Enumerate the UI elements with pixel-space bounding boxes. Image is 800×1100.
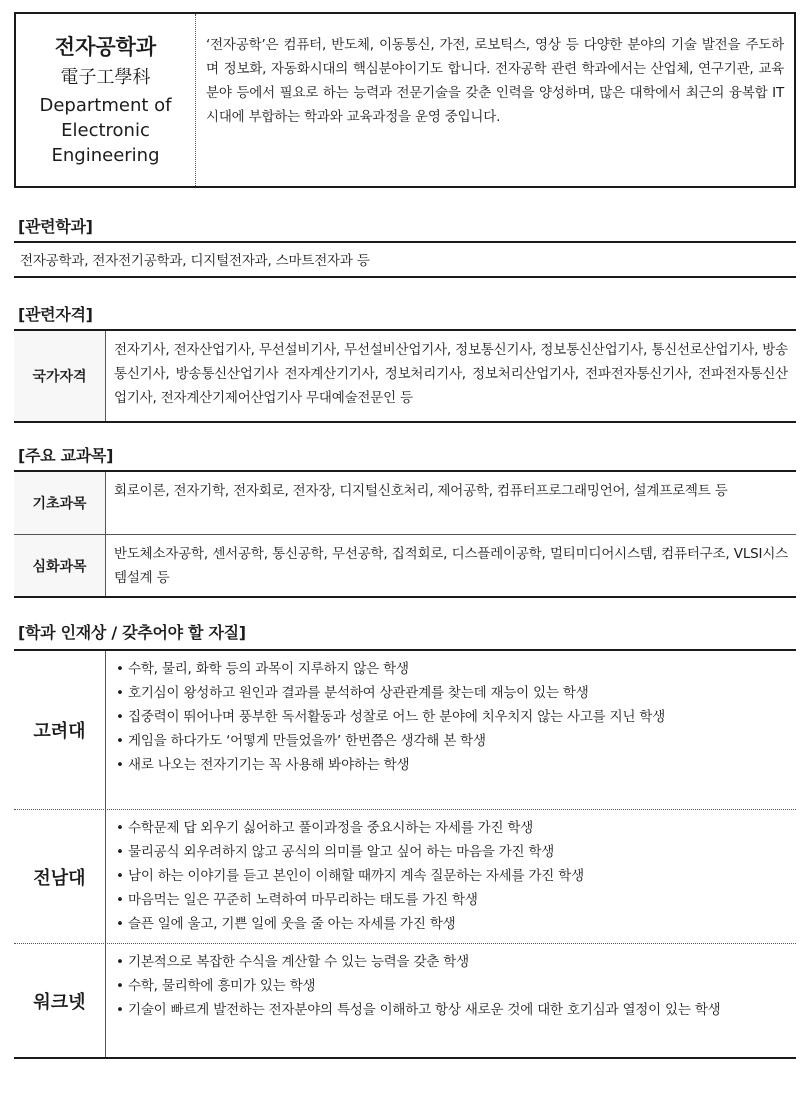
courses-table [14, 470, 796, 598]
table-row [14, 809, 796, 943]
row-body-worknet [106, 944, 796, 1057]
list-item: • 기술이 빠르게 발전하는 전자분야의 특성을 이해하고 항상 새로운 것에 대한 호기심과 열정이 있는 학생 [114, 998, 788, 1022]
table-row [14, 472, 796, 534]
table-row [14, 534, 796, 596]
department-header [14, 12, 796, 188]
list-item: • 물리공식 외우려하지 않고 공식의 의미를 알고 싶어 하는 마음을 가진 학생 [114, 840, 788, 864]
related-depts-text: 전자공학과, 전자전기공학과, 디지털전자과, 스마트전자과 등 [14, 241, 796, 278]
list-item: • 마음먹는 일은 꾸준히 노력하여 마무리하는 태도를 가진 학생 [114, 888, 788, 912]
table-row [14, 651, 796, 809]
table-row [14, 943, 796, 1057]
list-item: • 수학, 물리학에 흥미가 있는 학생 [114, 974, 788, 998]
row-body-basic-courses: 회로이론, 전자기학, 전자회로, 전자장, 디지털신호처리, 제어공학, 컴퓨터프로그래밍언어, 설계프로젝트 등 [114, 483, 728, 499]
list-item: • 새로 나오는 전자기기는 꼭 사용해 봐야하는 학생 [114, 753, 788, 777]
document-page [14, 12, 796, 1059]
list-item: • 기본적으로 복잡한 수식을 계산할 수 있는 능력을 갖춘 학생 [114, 950, 788, 974]
bullet-list [114, 816, 788, 936]
list-item: • 집중력이 뛰어나며 풍부한 독서활동과 성찰로 어느 한 분야에 치우치지 않는 사고를 지닌 학생 [114, 705, 788, 729]
certificates-table [14, 329, 796, 423]
row-header-worknet: 워크넷 [14, 944, 106, 1057]
section-title-talent: [학과 인재상 / 갖추어야 할 자질] [18, 623, 246, 642]
list-item: • 수학문제 답 외우기 싫어하고 풀이과정을 중요시하는 자세를 가진 학생 [114, 816, 788, 840]
department-name-english-line-2: Electronic [61, 119, 150, 141]
row-header-national-cert: 국가자격 [14, 331, 106, 421]
row-body-korea-univ [106, 651, 796, 809]
table-row [14, 331, 796, 421]
section-title-related-depts: [관련학과] [18, 217, 93, 236]
list-item: • 슬픈 일에 울고, 기쁜 일에 웃을 줄 아는 자세를 가진 학생 [114, 912, 788, 936]
list-item: • 호기심이 왕성하고 원인과 결과를 분석하여 상관관계를 찾는데 재능이 있는 학생 [114, 681, 788, 705]
row-header-chonnam-univ: 전남대 [14, 810, 106, 943]
row-body-advanced-courses: 반도체소자공학, 센서공학, 통신공학, 무선공학, 집적회로, 디스플레이공학, 멀티미디어시스템, 컴퓨터구조, VLSI시스템설계 등 [114, 546, 788, 586]
talent-table [14, 649, 796, 1059]
row-header-advanced-courses: 심화과목 [14, 535, 106, 596]
list-item: • 수학, 물리, 화학 등의 과목이 지루하지 않은 학생 [114, 657, 788, 681]
section-title-courses: [주요 교과목] [18, 446, 114, 465]
row-header-korea-univ: 고려대 [14, 651, 106, 809]
department-name-block [16, 14, 196, 186]
bullet-list [114, 657, 788, 777]
row-body-national-cert: 전자기사, 전자산업기사, 무선설비기사, 무선설비산업기사, 정보통신기사, 정보통신산업기사, 통신선로산업기사, 방송통신기사, 방송통신산업기사 전자계산기기사, 정보처리기사, 정보처리산업기사, 전파전자통신기사, 전파전자통신산업기사, 전자계산기제어산업기사 무대예술전문인 등 [114, 342, 788, 406]
department-name-english-line-3: Engineering [51, 144, 160, 166]
list-item: • 게임을 하다가도 ‘어떻게 만들었을까’ 한번쯤은 생각해 본 학생 [114, 729, 788, 753]
bullet-list [114, 950, 788, 1022]
list-item: • 남이 하는 이야기를 듣고 본인이 이해할 때까지 계속 질문하는 자세를 가진 학생 [114, 864, 788, 888]
row-header-basic-courses: 기초과목 [14, 472, 106, 534]
department-name-korean: 전자공학과 [54, 34, 157, 59]
department-description: ‘전자공학’은 컴퓨터, 반도체, 이동통신, 가전, 로보틱스, 영상 등 다양한 분야의 기술 발전을 주도하며 정보화, 자동화시대의 핵심분야이기도 합니다. 전자공학 관련 학과에서는 산업체, 연구기관, 교육 분야 등에서 필요로 하는 능력과 전문기술을 갖춘 인력을 양성하며, 많은 대학에서 최근의 융복합 IT시대에 부합하는 학과와 교육과정을 운영 중입니다. [206, 37, 784, 125]
section-title-certificates: [관련자격] [18, 305, 93, 324]
department-name-english-line-1: Department of [39, 94, 172, 116]
department-name-hanja: 電子工學科 [60, 66, 151, 88]
row-body-chonnam-univ [106, 810, 796, 943]
